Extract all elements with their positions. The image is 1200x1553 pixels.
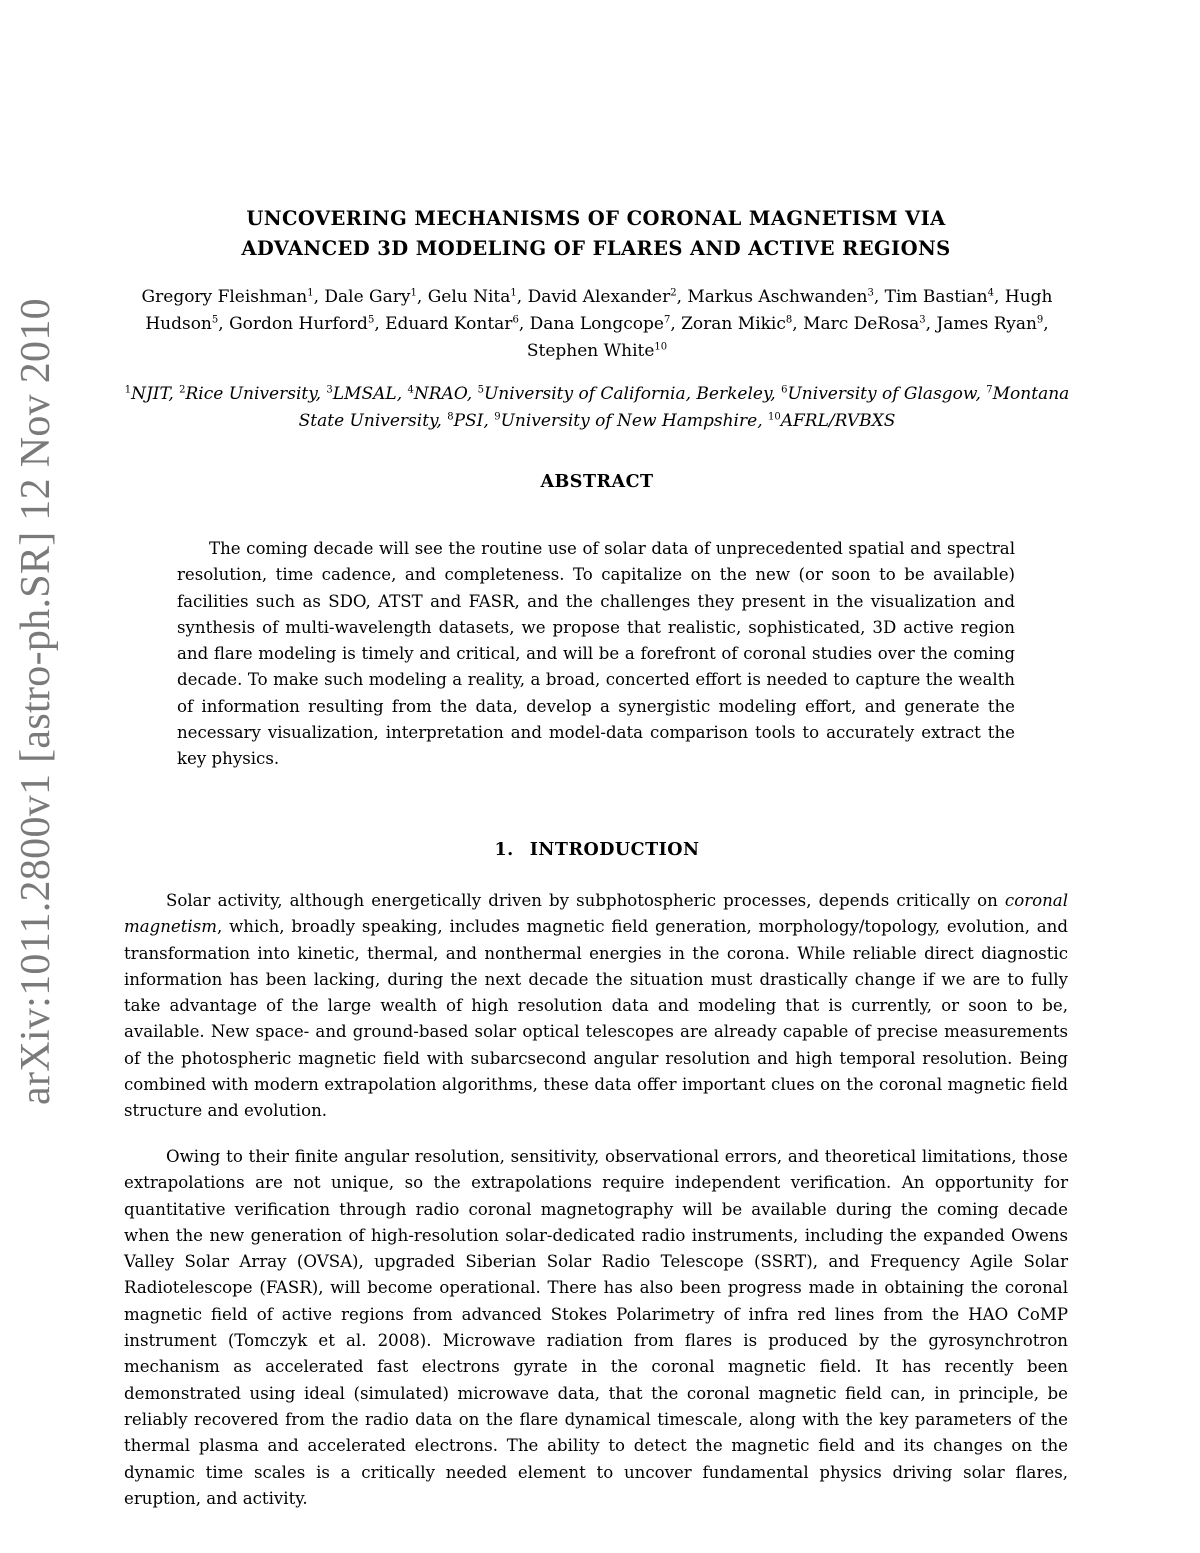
author-name	[528, 287, 677, 307]
arxiv-identifier-stamp: arXiv:1011.2800v1 [astro-ph.SR] 12 Nov 2010	[13, 298, 59, 1105]
affiliation-number: 7	[986, 384, 993, 396]
author-affiliation-number: 3	[919, 314, 926, 326]
author-affiliation-number: 1	[510, 287, 517, 299]
affiliation-item	[447, 411, 483, 431]
affiliation-name: Montana State University	[298, 384, 1070, 431]
author-name-text: Eduard Kontar	[385, 314, 513, 334]
affiliation-item	[768, 411, 895, 431]
author-name	[229, 314, 374, 334]
author-affiliation-number: 10	[654, 341, 668, 353]
author-affiliation-number: 1	[410, 287, 417, 299]
affiliation-name: University of California, Berkeley	[483, 384, 771, 404]
author-name-text: Dale Gary	[324, 287, 411, 307]
abstract-heading: ABSTRACT	[540, 472, 654, 492]
intro-paragraph-1	[124, 888, 1068, 1125]
affiliation-number: 1	[124, 384, 132, 396]
affiliation-name: PSI	[453, 411, 484, 431]
author-affiliation-number: 6	[512, 314, 519, 326]
author-name	[885, 287, 994, 307]
author-name-text: David Alexander	[527, 287, 671, 307]
intro-p1-start: Solar activity, although energetically driven by subphotospheric processes, depends critically on	[166, 891, 1005, 910]
author-name	[681, 314, 792, 334]
author-name-text: Marc DeRosa	[803, 314, 920, 334]
title-line-1: UNCOVERING MECHANISMS OF CORONAL MAGNETISM VIA	[246, 207, 946, 230]
affiliation-number: 9	[494, 411, 501, 423]
affiliation-item	[494, 411, 757, 431]
affiliation-name: University of Glasgow	[787, 384, 976, 404]
author-name-text: James Ryan	[936, 314, 1037, 334]
author-list: Gregory Fleishman$^1$, Dale Gary$^1$, Gelu Nita$^1$, David Alexander$^2$, Markus Aschwanden$^3$, Tim Bastian$^4$, Hugh Hudson$^5$, Gordon Hurford$^5$, Eduard Kontar$^6$, Dana Longcope$^7$, Zoran Mikic$^8$, Marc DeRosa$^3$, James Ryan$^9$, Stephen White$^{10}$	[141, 287, 1053, 361]
author-name-text: Tim Bastian	[884, 287, 988, 307]
author-name	[428, 287, 517, 307]
affiliation-item	[408, 384, 467, 404]
intro-p1-rest: , which, broadly speaking, includes magnetic field generation, morphology/topology, evolution, and transformation into kinetic, thermal, and nonthermal energies in the corona. While reliable direct diagnostic information has been lacking, during the next decade the situation must drastically change if we are to fully take advantage of the large wealth of high resolution data and modeling that is currently, or soon to be, available. New space- and ground-based solar optical telescopes are already capable of precise measurements of the photospheric magnetic field with subarcsecond angular resolution and high temporal resolution. Being combined with modern extrapolation algorithms, these data offer important clues on the coronal magnetic field structure and evolution.	[124, 917, 1068, 1121]
author-affiliation-number: 8	[785, 314, 793, 326]
affiliation-name: NJIT	[131, 384, 169, 404]
affiliation-name: NRAO	[413, 384, 467, 404]
author-name	[803, 314, 926, 334]
affiliation-item	[478, 384, 771, 404]
affiliation-name: University of New Hampshire	[500, 411, 758, 431]
author-affiliation-number: 5	[211, 314, 219, 326]
author-name	[324, 287, 417, 307]
author-affiliation-number: 7	[663, 314, 671, 326]
affiliation-item	[326, 384, 396, 404]
affiliation-number: 5	[477, 384, 484, 396]
author-affiliation-number: 4	[987, 287, 995, 299]
paper-title	[130, 204, 1062, 264]
author-affiliation-number: 3	[867, 287, 874, 299]
author-name-text: Dana Longcope	[529, 314, 664, 334]
author-name	[527, 341, 667, 361]
author-name	[687, 287, 873, 307]
section-title: INTRODUCTION	[529, 840, 700, 860]
affiliation-list: $^1$NJIT, $^2$Rice University, $^3$LMSAL, $^4$NRAO, $^5$University of California, Berkeley, $^6$University of Glasgow, $^7$Montana State University, $^8$PSI, $^9$University of New Hampshire, $^{10}$AFRL/RVBXS	[124, 384, 1070, 431]
author-name-text: Hugh Hudson	[145, 287, 1053, 334]
author-name-text: Gordon Hurford	[229, 314, 368, 334]
author-name-text: Gelu Nita	[427, 287, 511, 307]
author-affiliation-number: 1	[307, 287, 314, 299]
author-name	[530, 314, 671, 334]
affiliation-item	[781, 384, 975, 404]
author-affiliation-number: 5	[367, 314, 375, 326]
author-name-text: Gregory Fleishman	[141, 287, 308, 307]
intro-paragraph-2: Owing to their finite angular resolution, sensitivity, observational errors, and theoretical limitations, those extrapolations are not unique, so the extrapolations require independent verification. An opportunity for quantitative verification through radio coronal magnetography will be available during the coming decade when the new generation of high-resolution solar-dedicated radio instruments, including the expanded Owens Valley Solar Array (OVSA), upgraded Siberian Solar Radio Telescope (SSRT), and Frequency Agile Solar Radiotelescope (FASR), will become operational. There has also been progress made in obtaining the coronal magnetic field of active regions from advanced Stokes Polarimetry of infra red lines from the HAO CoMP instrument (Tomczyk et al. 2008). Microwave radiation from flares is produced by the gyrosynchrotron mechanism as accelerated fast electrons gyrate in the coronal magnetic field. It has recently been demonstrated using ideal (simulated) microwave data, that the coronal magnetic field can, in principle, be reliably recovered from the radio data on the flare dynamical timescale, along with the key parameters of the thermal plasma and accelerated electrons. The ability to detect the magnetic field and its changes on the dynamic time scales is a critically needed element to uncover fundamental physics driving solar flares, eruption, and activity.	[124, 1147, 1068, 1508]
affiliation-number: 2	[179, 384, 186, 396]
intro-p1-emphasis: coronal magnetism	[124, 891, 1068, 937]
affiliation-item	[179, 384, 315, 404]
author-affiliation-number: 2	[670, 287, 677, 299]
author-name	[142, 287, 314, 307]
author-name-text: Stephen White	[526, 341, 655, 361]
author-name-text: Markus Aschwanden	[687, 287, 868, 307]
abstract-text: The coming decade will see the routine use of solar data of unprecedented spatial and spectral resolution, time cadence, and completeness. To capitalize on the new (or soon to be available) facilities such as SDO, ATST and FASR, and the challenges they present in the visualization and synthesis of multi-wavelength datasets, we propose that realistic, sophisticated, 3D active region and flare modeling is timely and critical, and will be a forefront of coronal studies over the coming decade. To make such modeling a reality, a broad, concerted effort is needed to capture the wealth of information resulting from the data, develop a synergistic modeling effort, and generate the necessary visualization, interpretation and model-data comparison tools to accurately extract the key physics.	[177, 539, 1015, 769]
affiliation-number: 4	[407, 384, 414, 396]
author-name-text: Zoran Mikic	[681, 314, 786, 334]
affiliation-number: 8	[447, 411, 454, 423]
affiliation-name: Rice University	[185, 384, 316, 404]
affiliation-number: 3	[326, 384, 333, 396]
title-line-2: ADVANCED 3D MODELING OF FLARES AND ACTIVE REGIONS	[241, 237, 951, 260]
section-number: 1.	[494, 840, 514, 860]
affiliation-number: 6	[781, 384, 788, 396]
affiliation-item	[125, 384, 169, 404]
author-name	[385, 314, 519, 334]
author-affiliation-number: 9	[1036, 314, 1044, 326]
section-heading-introduction	[122, 840, 1072, 860]
affiliation-number: 10	[768, 411, 781, 423]
affiliation-name: LMSAL	[332, 384, 397, 404]
author-name	[936, 314, 1043, 334]
affiliation-name: AFRL/RVBXS	[780, 411, 896, 431]
